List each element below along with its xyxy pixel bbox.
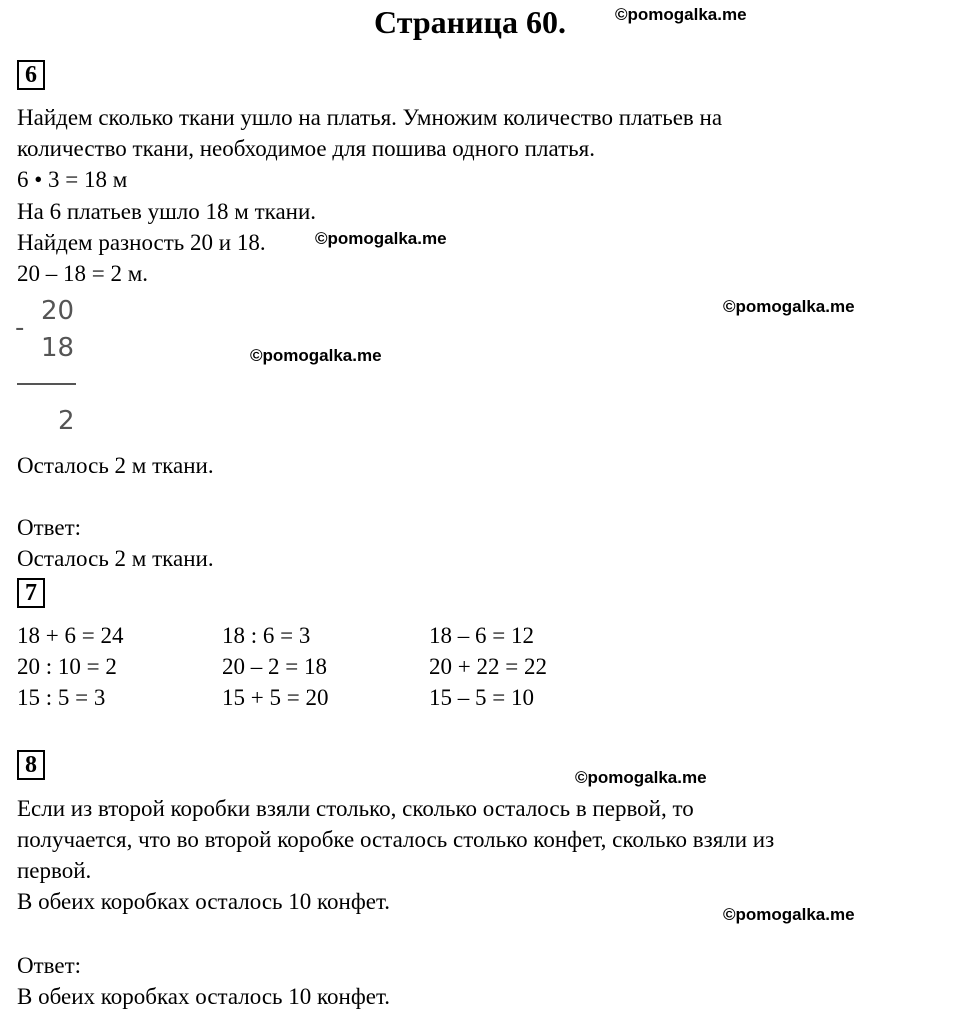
task6-text-line: Найдем сколько ткани ушло на платья. Умножим количество платьев на bbox=[17, 105, 723, 130]
watermark: ©pomogalka.me bbox=[575, 768, 707, 787]
task6-answer-text: Осталось 2 м ткани. bbox=[17, 546, 214, 571]
task6-text-line: Найдем разность 20 и 18. bbox=[17, 230, 266, 255]
task8-answer-label: Ответ: bbox=[17, 953, 82, 978]
task7-equation: 15 : 5 = 3 bbox=[17, 685, 106, 710]
task7-equation: 20 – 2 = 18 bbox=[222, 654, 327, 679]
watermark: ©pomogalka.me bbox=[315, 229, 447, 248]
task6-equation: 20 – 18 = 2 м. bbox=[17, 261, 149, 286]
task8-text-line: первой. bbox=[17, 858, 92, 883]
column-calc-subtrahend: 18 bbox=[41, 333, 75, 363]
column-calc-bar bbox=[17, 383, 76, 385]
task-number-box: 8 bbox=[17, 750, 45, 780]
task6-conclusion: Осталось 2 м ткани. bbox=[17, 453, 214, 478]
watermark: ©pomogalka.me bbox=[250, 346, 382, 365]
column-calc-sign: - bbox=[15, 313, 25, 343]
page-title: Страница 60. bbox=[374, 4, 566, 40]
task7-equation: 18 : 6 = 3 bbox=[222, 623, 311, 648]
task7-equation: 15 – 5 = 10 bbox=[429, 685, 534, 710]
task7-equation: 20 : 10 = 2 bbox=[17, 654, 117, 679]
task-number-box: 7 bbox=[17, 578, 45, 608]
watermark: ©pomogalka.me bbox=[723, 905, 855, 924]
watermark: ©pomogalka.me bbox=[723, 297, 855, 316]
task7-equation: 15 + 5 = 20 bbox=[222, 685, 329, 710]
task6-text-line: На 6 платьев ушло 18 м ткани. bbox=[17, 199, 317, 224]
task8-answer-text: В обеих коробках осталось 10 конфет. bbox=[17, 984, 391, 1009]
task8-text-line: получается, что во второй коробке осталось столько конфет, сколько взяли из bbox=[17, 827, 775, 852]
task7-equation: 20 + 22 = 22 bbox=[429, 654, 547, 679]
task-number-box: 6 bbox=[17, 60, 45, 90]
task7-equation: 18 – 6 = 12 bbox=[429, 623, 534, 648]
column-calc-result: 2 bbox=[58, 406, 75, 436]
column-calc-minuend: 20 bbox=[41, 296, 75, 326]
task7-equation: 18 + 6 = 24 bbox=[17, 623, 124, 648]
task6-answer-label: Ответ: bbox=[17, 515, 82, 540]
task8-text-line: Если из второй коробки взяли столько, сколько осталось в первой, то bbox=[17, 796, 694, 821]
task8-text-line: В обеих коробках осталось 10 конфет. bbox=[17, 889, 391, 914]
task6-equation: 6 • 3 = 18 м bbox=[17, 167, 128, 192]
watermark: ©pomogalka.me bbox=[615, 5, 747, 24]
task6-text-line: количество ткани, необходимое для пошива одного платья. bbox=[17, 136, 595, 161]
